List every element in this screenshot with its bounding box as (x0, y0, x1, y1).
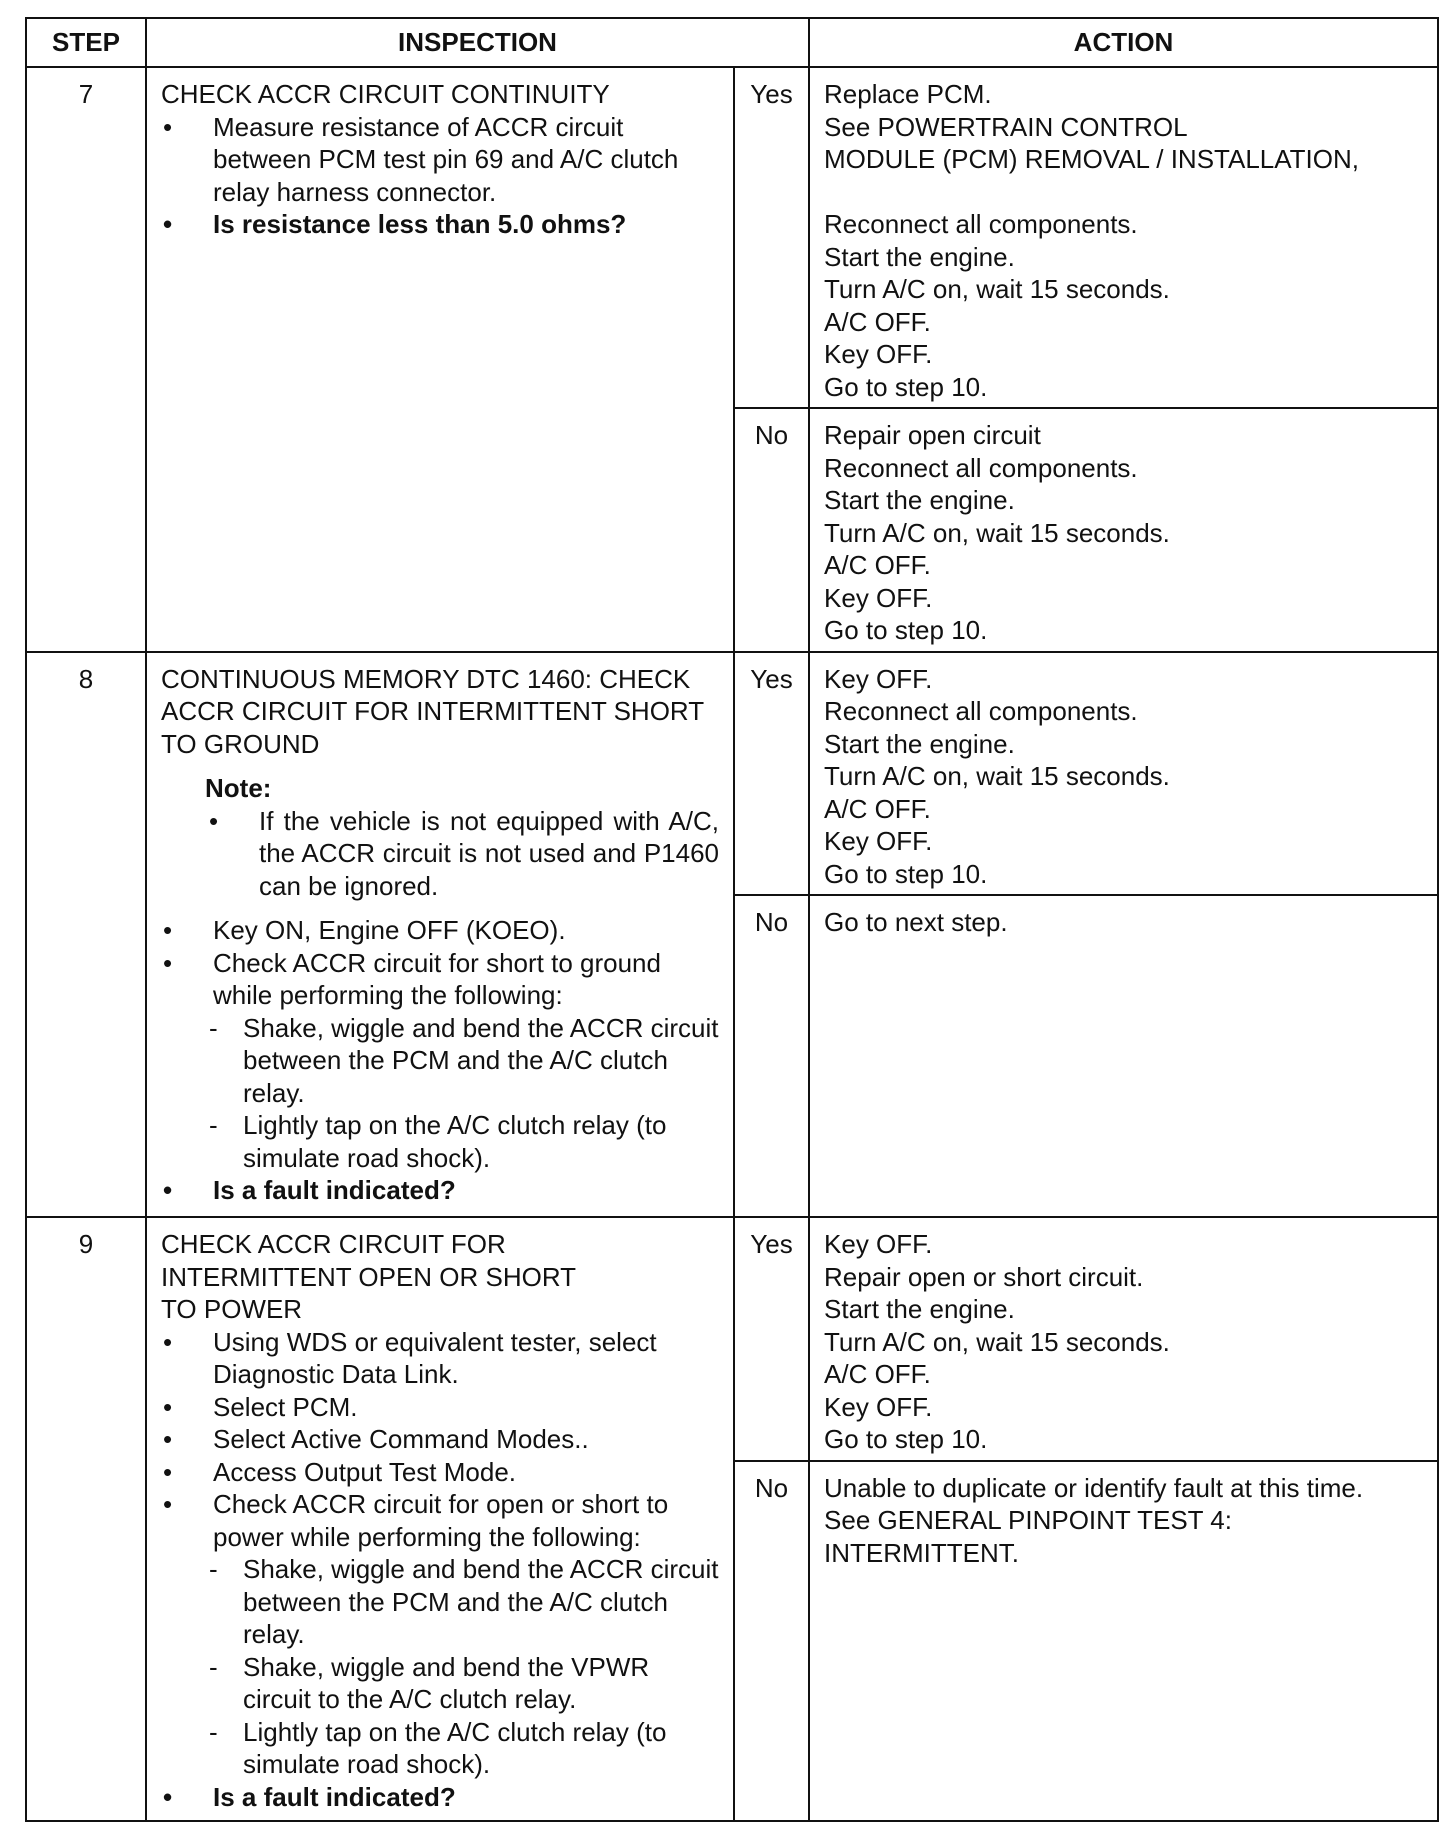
sub-item: - Shake, wiggle and bend the VPWR circuit to the A/C clutch relay. (209, 1651, 650, 1714)
action-no: Unable to duplicate or identify fault at this time. See GENERAL PINPOINT TEST 4: INTERMITTENT. (809, 1461, 1438, 1821)
inspection-question: Is a fault indicated? (213, 1175, 456, 1205)
dash-marker: - (209, 1554, 218, 1584)
header-action: ACTION (809, 18, 1438, 67)
action-no: Go to next step. (809, 895, 1438, 1217)
note-label: Note: (205, 773, 272, 803)
action-yes: Key OFF. Reconnect all components. Start the engine. Turn A/C on, wait 15 seconds. A/C OFF. Key OFF. Go to step 10. (809, 652, 1438, 896)
bullet-icon: • (163, 915, 173, 945)
yes-label: Yes (734, 67, 809, 408)
dash-marker: - (209, 1012, 218, 1043)
list-item: • Select PCM. (163, 1391, 358, 1422)
bullet-icon: • (163, 1391, 173, 1422)
bullet-icon: • (163, 1175, 173, 1205)
action-yes: Key OFF. Repair open or short circuit. Start the engine. Turn A/C on, wait 15 seconds. A/C OFF. Key OFF. Go to step 10. (809, 1217, 1438, 1461)
action-yes: Replace PCM. See POWERTRAIN CONTROL MODULE (PCM) REMOVAL / INSTALLATION, Reconnect all components. Start the engine. Turn A/C on, wait 15 seconds. A/C OFF. Key OFF. Go to step 10. (809, 67, 1438, 408)
list-item: • Key ON, Engine OFF (KOEO). (163, 915, 566, 945)
bullet-icon: • (163, 1781, 173, 1812)
bullet-icon: • (163, 1456, 173, 1487)
bullet-icon: • (163, 1424, 173, 1454)
list-item: • Select Active Command Modes.. (163, 1424, 589, 1454)
sub-item: - Lightly tap on the A/C clutch relay (to simulate road shock). (209, 1716, 667, 1779)
dash-marker: - (209, 1651, 218, 1682)
inspection-cell (146, 67, 734, 652)
list-item: • Check ACCR circuit for short to ground while performing the following: (163, 947, 661, 1010)
bullet-icon: • (209, 805, 219, 836)
step-number: 8 (26, 652, 146, 1218)
sub-item: - Shake, wiggle and bend the ACCR circuit between the PCM and the A/C clutch relay. (209, 1012, 719, 1108)
table-row (26, 67, 1438, 408)
sub-item: - Lightly tap on the A/C clutch relay (to simulate road shock). (209, 1110, 667, 1173)
no-label: No (734, 895, 809, 1217)
list-item: • Measure resistance of ACCR circuit between PCM test pin 69 and A/C clutch relay harness connector. (163, 111, 679, 207)
bullet-icon: • (163, 947, 173, 978)
inspection-question: Is a fault indicated? (213, 1781, 456, 1812)
inspection-title: CONTINUOUS MEMORY DTC 1460: CHECK ACCR CIRCUIT FOR INTERMITTENT SHORT TO GROUND (161, 663, 704, 759)
inspection-cell (146, 1217, 734, 1821)
table-row (26, 652, 1438, 896)
bullet-icon: • (163, 1489, 173, 1519)
list-item (161, 1174, 719, 1207)
yes-label: Yes (734, 1217, 809, 1461)
list-item: • Check ACCR circuit for open or short to power while performing the following: (163, 1489, 669, 1552)
yes-label: Yes (734, 652, 809, 896)
list-item (205, 805, 719, 903)
table-header-row (26, 18, 1438, 67)
inspection-title: CHECK ACCR CIRCUIT FOR (161, 1229, 506, 1259)
sub-item: - Shake, wiggle and bend the ACCR circuit between the PCM and the A/C clutch relay. (209, 1554, 719, 1649)
note-block (161, 772, 719, 902)
bullet-icon: • (163, 209, 173, 239)
inspection-title: INTERMITTENT OPEN OR SHORT (161, 1261, 577, 1292)
table-row (26, 1217, 1438, 1461)
procedure-page (25, 17, 1437, 1822)
inspection-title: CHECK ACCR CIRCUIT CONTINUITY (161, 79, 610, 109)
inspection-cell (146, 652, 734, 1218)
list-item (161, 208, 719, 241)
step-number: 9 (26, 1217, 146, 1821)
note-text: If the vehicle is not equipped with A/C, the ACCR circuit is not used and P1460 can be ignored. (259, 805, 719, 901)
list-item: • Using WDS or equivalent tester, select Diagnostic Data Link. (163, 1326, 657, 1389)
bullet-icon: • (163, 1326, 173, 1357)
no-label: No (734, 1461, 809, 1821)
diagnostic-table (25, 17, 1439, 1822)
action-no: Repair open circuit Reconnect all components. Start the engine. Turn A/C on, wait 15 seconds. A/C OFF. Key OFF. Go to step 10. (809, 408, 1438, 652)
list-item (161, 1781, 719, 1814)
inspection-title: TO POWER (161, 1294, 303, 1324)
list-item: • Access Output Test Mode. (163, 1456, 516, 1487)
dash-marker: - (209, 1110, 218, 1140)
no-label: No (734, 408, 809, 652)
header-inspection: INSPECTION (146, 18, 809, 67)
header-step: STEP (26, 18, 146, 67)
dash-marker: - (209, 1716, 218, 1747)
bullet-icon: • (163, 111, 173, 142)
step-number: 7 (26, 67, 146, 652)
inspection-question: Is resistance less than 5.0 ohms? (213, 209, 627, 239)
